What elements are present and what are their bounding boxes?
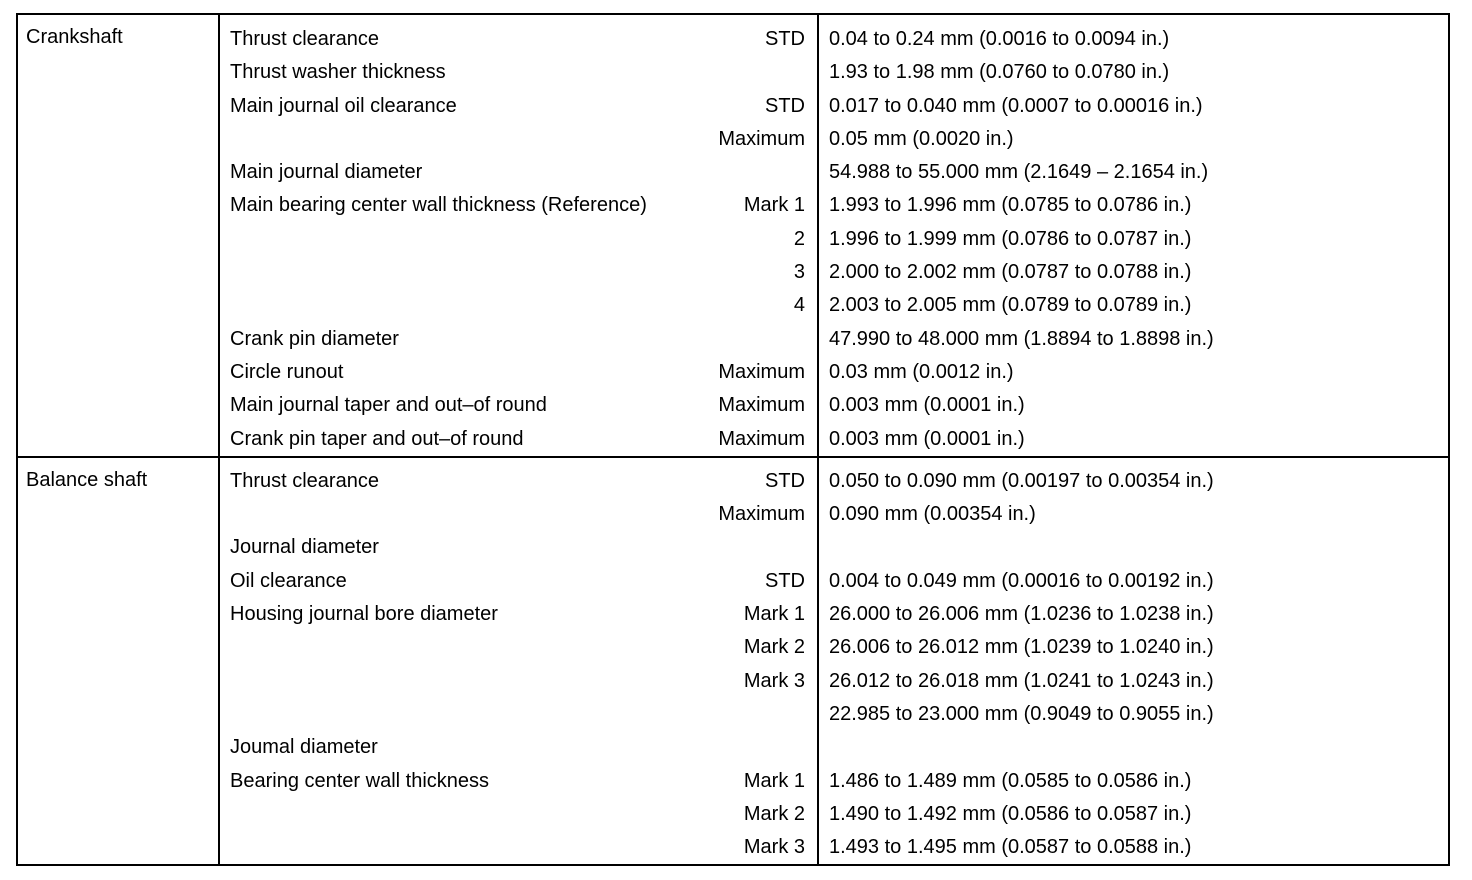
spec-value: 0.003 mm (0.0001 in.) — [829, 394, 1025, 417]
spec-value: 22.985 to 23.000 mm (0.9049 to 0.9055 in.) — [829, 702, 1214, 725]
qualifier: Mark 1 — [743, 769, 805, 792]
qualifier: Mark 3 — [743, 669, 805, 692]
spec-value: 0.03 mm (0.0012 in.) — [829, 360, 1014, 383]
spec-row — [220, 631, 817, 664]
value-column — [818, 457, 1449, 866]
qualifier: Maximum — [718, 503, 805, 526]
item-label: Main bearing center wall thickness (Reference) — [230, 194, 647, 217]
spec-value: 1.493 to 1.495 mm (0.0587 to 0.0588 in.) — [829, 836, 1192, 859]
spec-row — [220, 323, 817, 356]
qualifier: 2 — [793, 227, 805, 250]
item-label: Bearing center wall thickness — [230, 769, 490, 792]
spec-row — [220, 498, 817, 531]
spec-value: 1.993 to 1.996 mm (0.0785 to 0.0786 in.) — [829, 194, 1192, 217]
spec-row — [220, 156, 817, 189]
value-column — [818, 14, 1449, 457]
section-balance-shaft — [17, 457, 1449, 866]
spec-value: 1.490 to 1.492 mm (0.0586 to 0.0587 in.) — [829, 802, 1192, 825]
qualifier: 4 — [793, 294, 805, 317]
spec-row — [220, 598, 817, 631]
spec-row — [220, 665, 817, 698]
qualifier: Mark 1 — [743, 603, 805, 626]
spec-value: 0.090 mm (0.00354 in.) — [829, 503, 1036, 526]
spec-value: 26.000 to 26.006 mm (1.0236 to 1.0238 in.) — [829, 603, 1214, 626]
spec-row — [220, 531, 817, 564]
qualifier: STD — [765, 94, 805, 117]
qualifier: STD — [765, 28, 805, 50]
qualifier: Mark 2 — [743, 802, 805, 825]
spec-row — [220, 389, 817, 422]
spec-value: 1.996 to 1.999 mm (0.0786 to 0.0787 in.) — [829, 227, 1192, 250]
item-column — [219, 457, 818, 866]
item-label: Housing journal bore diameter — [230, 603, 498, 626]
spec-value: 54.988 to 55.000 mm (2.1649 – 2.1654 in.) — [829, 161, 1209, 184]
spec-value — [819, 531, 1448, 564]
spec-value — [819, 731, 1448, 764]
qualifier: Maximum — [718, 360, 805, 383]
qualifier: STD — [765, 469, 805, 492]
spec-value: 0.050 to 0.090 mm (0.00197 to 0.00354 in.) — [829, 469, 1214, 492]
spec-value: 47.990 to 48.000 mm (1.8894 to 1.8898 in.) — [829, 327, 1214, 350]
spec-row — [220, 223, 817, 256]
spec-row — [220, 289, 817, 322]
item-label: Thrust clearance — [230, 469, 379, 492]
spec-value: 0.04 to 0.24 mm (0.0016 to 0.0094 in.) — [829, 28, 1170, 50]
spec-row — [220, 256, 817, 289]
spec-row — [220, 90, 817, 123]
item-label: Joumal diameter — [230, 736, 378, 759]
spec-row — [220, 798, 817, 831]
spec-value: 0.004 to 0.049 mm (0.00016 to 0.00192 in.) — [829, 569, 1214, 592]
item-label: Main journal oil clearance — [230, 94, 457, 117]
spec-table — [16, 13, 1450, 866]
spec-row — [220, 698, 817, 731]
qualifier: Maximum — [718, 394, 805, 417]
qualifier: Maximum — [718, 427, 805, 450]
qualifier: STD — [765, 569, 805, 592]
spec-row — [220, 831, 817, 864]
item-label: Main journal diameter — [230, 161, 423, 184]
spec-value: 0.017 to 0.040 mm (0.0007 to 0.00016 in.) — [829, 94, 1203, 117]
section-crankshaft — [17, 14, 1449, 457]
qualifier: Maximum — [718, 127, 805, 150]
spec-table-body — [17, 14, 1449, 865]
spec-row — [220, 23, 817, 56]
spec-value: 26.012 to 26.018 mm (1.0241 to 1.0243 in.) — [829, 669, 1214, 692]
spec-value: 2.000 to 2.002 mm (0.0787 to 0.0788 in.) — [829, 261, 1192, 284]
item-label: Journal diameter — [230, 536, 379, 559]
spec-row — [220, 356, 817, 389]
item-label: Thrust clearance — [230, 28, 379, 50]
item-label: Crank pin taper and out–of round — [230, 427, 524, 450]
component-name: Crankshaft — [17, 14, 219, 457]
qualifier: Mark 2 — [743, 636, 805, 659]
qualifier: 3 — [793, 261, 805, 284]
spec-value: 2.003 to 2.005 mm (0.0789 to 0.0789 in.) — [829, 294, 1192, 317]
item-column — [219, 14, 818, 457]
spec-row — [220, 765, 817, 798]
spec-value: 1.486 to 1.489 mm (0.0585 to 0.0586 in.) — [829, 769, 1192, 792]
spec-value: 26.006 to 26.012 mm (1.0239 to 1.0240 in.) — [829, 636, 1214, 659]
component-name: Balance shaft — [17, 457, 219, 866]
item-label: Crank pin diameter — [230, 327, 399, 350]
spec-value: 0.05 mm (0.0020 in.) — [829, 127, 1014, 150]
item-label: Thrust washer thickness — [230, 61, 446, 84]
item-label: Main journal taper and out–of round — [230, 394, 547, 417]
spec-row — [220, 189, 817, 222]
qualifier: Mark 3 — [743, 836, 805, 859]
spec-row — [220, 56, 817, 89]
spec-row — [220, 423, 817, 456]
spec-value: 0.003 mm (0.0001 in.) — [829, 427, 1025, 450]
spec-row — [220, 465, 817, 498]
item-label: Circle runout — [230, 360, 344, 383]
qualifier: Mark 1 — [743, 194, 805, 217]
spec-row — [220, 731, 817, 764]
spec-row — [220, 123, 817, 156]
item-label: Oil clearance — [230, 569, 347, 592]
spec-row — [220, 565, 817, 598]
spec-value: 1.93 to 1.98 mm (0.0760 to 0.0780 in.) — [829, 61, 1170, 84]
